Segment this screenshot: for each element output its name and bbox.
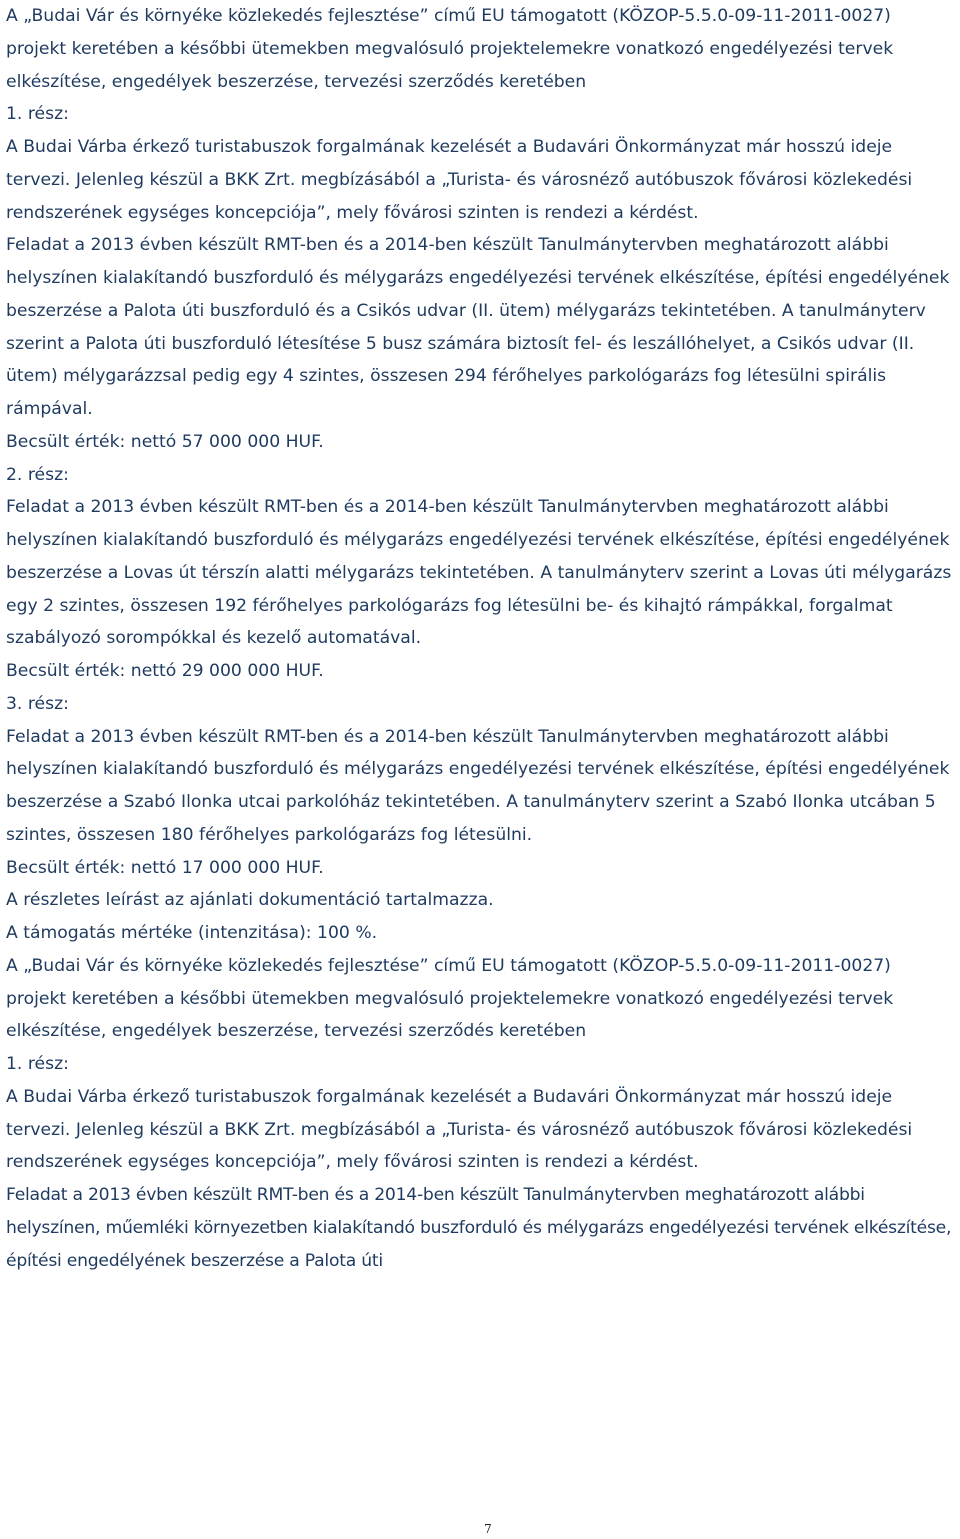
part-2-estimate: Becsült érték: nettó 29 000 000 HUF.: [6, 661, 324, 681]
part-1-estimate: Becsült érték: nettó 57 000 000 HUF.: [6, 431, 324, 452]
details-note: A részletes leírást az ajánlati dokumentáció tartalmazza.: [6, 890, 494, 911]
part-1-label-repeat: 1. rész:: [6, 1054, 69, 1074]
project-heading-repeat: A „Budai Vár és környéke közlekedés fejlesztése” című EU támogatott (KÖZOP-5.5.0-09-11-2011-0027) projekt keretében a későbbi ütemekben megvalósuló projektelemekre vonatkozó engedélyezési tervek elkészítése, engedélyek beszerzése, tervezési szerződés keretében: [6, 955, 894, 1042]
page-number: 7: [484, 1522, 492, 1536]
project-heading: A „Budai Vár és környéke közlekedés fejlesztése” című EU támogatott (KÖZOP-5.5.0-09-11-2011-0027) projekt keretében a későbbi ütemekben megvalósuló projektelemekre vonatkozó engedélyezési tervek elkészítése, engedélyek beszerzése, tervezési szerződés keretében: [6, 6, 894, 92]
document-body: [6, 0, 956, 1277]
part-3-label: 3. rész:: [6, 693, 69, 714]
part-2-label: 2. rész:: [6, 464, 69, 485]
part-3-task: Feladat a 2013 évben készült RMT-ben és a 2014-ben készült Tanulmánytervben meghatározott alábbi helyszínen kialakítandó buszforduló és mélygarázs engedélyezési tervének elkészítése, építési engedélyének beszerzése a Szabó Ilonka utcai parkolóház tekintetében. A tanulmányterv szerint a Szabó Ilonka utcában 5 szintes, összesen 180 férőhelyes parkológarázs fog létesülni.: [6, 726, 950, 845]
part-1-intro: A Budai Várba érkező turistabuszok forgalmának kezelését a Budavári Önkormányzat már hosszú ideje tervezi. Jelenleg készül a BKK Zrt. megbízásából a „Turista- és városnéző autóbuszok fővárosi közlekedési rendszerének egységes koncepciója”, mely fővárosi szinten is rendezi a kérdést.: [6, 137, 913, 223]
part-1-task: Feladat a 2013 évben készült RMT-ben és a 2014-ben készült Tanulmánytervben meghatározott alábbi helyszínen kialakítandó buszforduló és mélygarázs engedélyezési tervének elkészítése, építési engedélyének beszerzése a Palota úti buszforduló és a Csikós udvar (II. ütem) mélygarázs tekintetében. A tanulmányterv szerint a Palota úti buszforduló létesítése 5 busz számára biztosít fel- és leszállóhelyet, a Csikós udvar (II. ütem) mélygarázzsal pedig egy 4 szintes, összesen 294 férőhelyes parkológarázs fog létesülni spirális rámpával.: [6, 235, 950, 419]
part-1-task-repeat: Feladat a 2013 évben készült RMT-ben és a 2014-ben készült Tanulmánytervben meghatározott alábbi helyszínen, műemléki környezetben kialakítandó buszforduló és mélygarázs engedélyezési tervének elkészítése, építési engedélyének beszerzése a Palota úti: [6, 1185, 952, 1271]
support-intensity: A támogatás mértéke (intenzitása): 100 %.: [6, 923, 378, 943]
part-1-label: 1. rész:: [6, 104, 69, 125]
part-3-estimate: Becsült érték: nettó 17 000 000 HUF.: [6, 857, 324, 878]
part-2-task: Feladat a 2013 évben készült RMT-ben és a 2014-ben készült Tanulmánytervben meghatározott alábbi helyszínen kialakítandó buszforduló és mélygarázs engedélyezési tervének elkészítése, építési engedélyének beszerzése a Lovas út térszín alatti mélygarázs tekintetében. A tanulmányterv szerint a Lovas úti mélygarázs egy 2 szintes, összesen 192 férőhelyes parkológarázs fog létesülni be- és kihajtó rámpákkal, forgalmat szabályozó sorompókkal és kezelő automatával.: [6, 497, 952, 649]
part-1-intro-repeat: A Budai Várba érkező turistabuszok forgalmának kezelését a Budavári Önkormányzat már hosszú ideje tervezi. Jelenleg készül a BKK Zrt. megbízásából a „Turista- és városnéző autóbuszok fővárosi közlekedési rendszerének egységes koncepciója”, mely fővárosi szinten is rendezi a kérdést.: [6, 1086, 913, 1173]
